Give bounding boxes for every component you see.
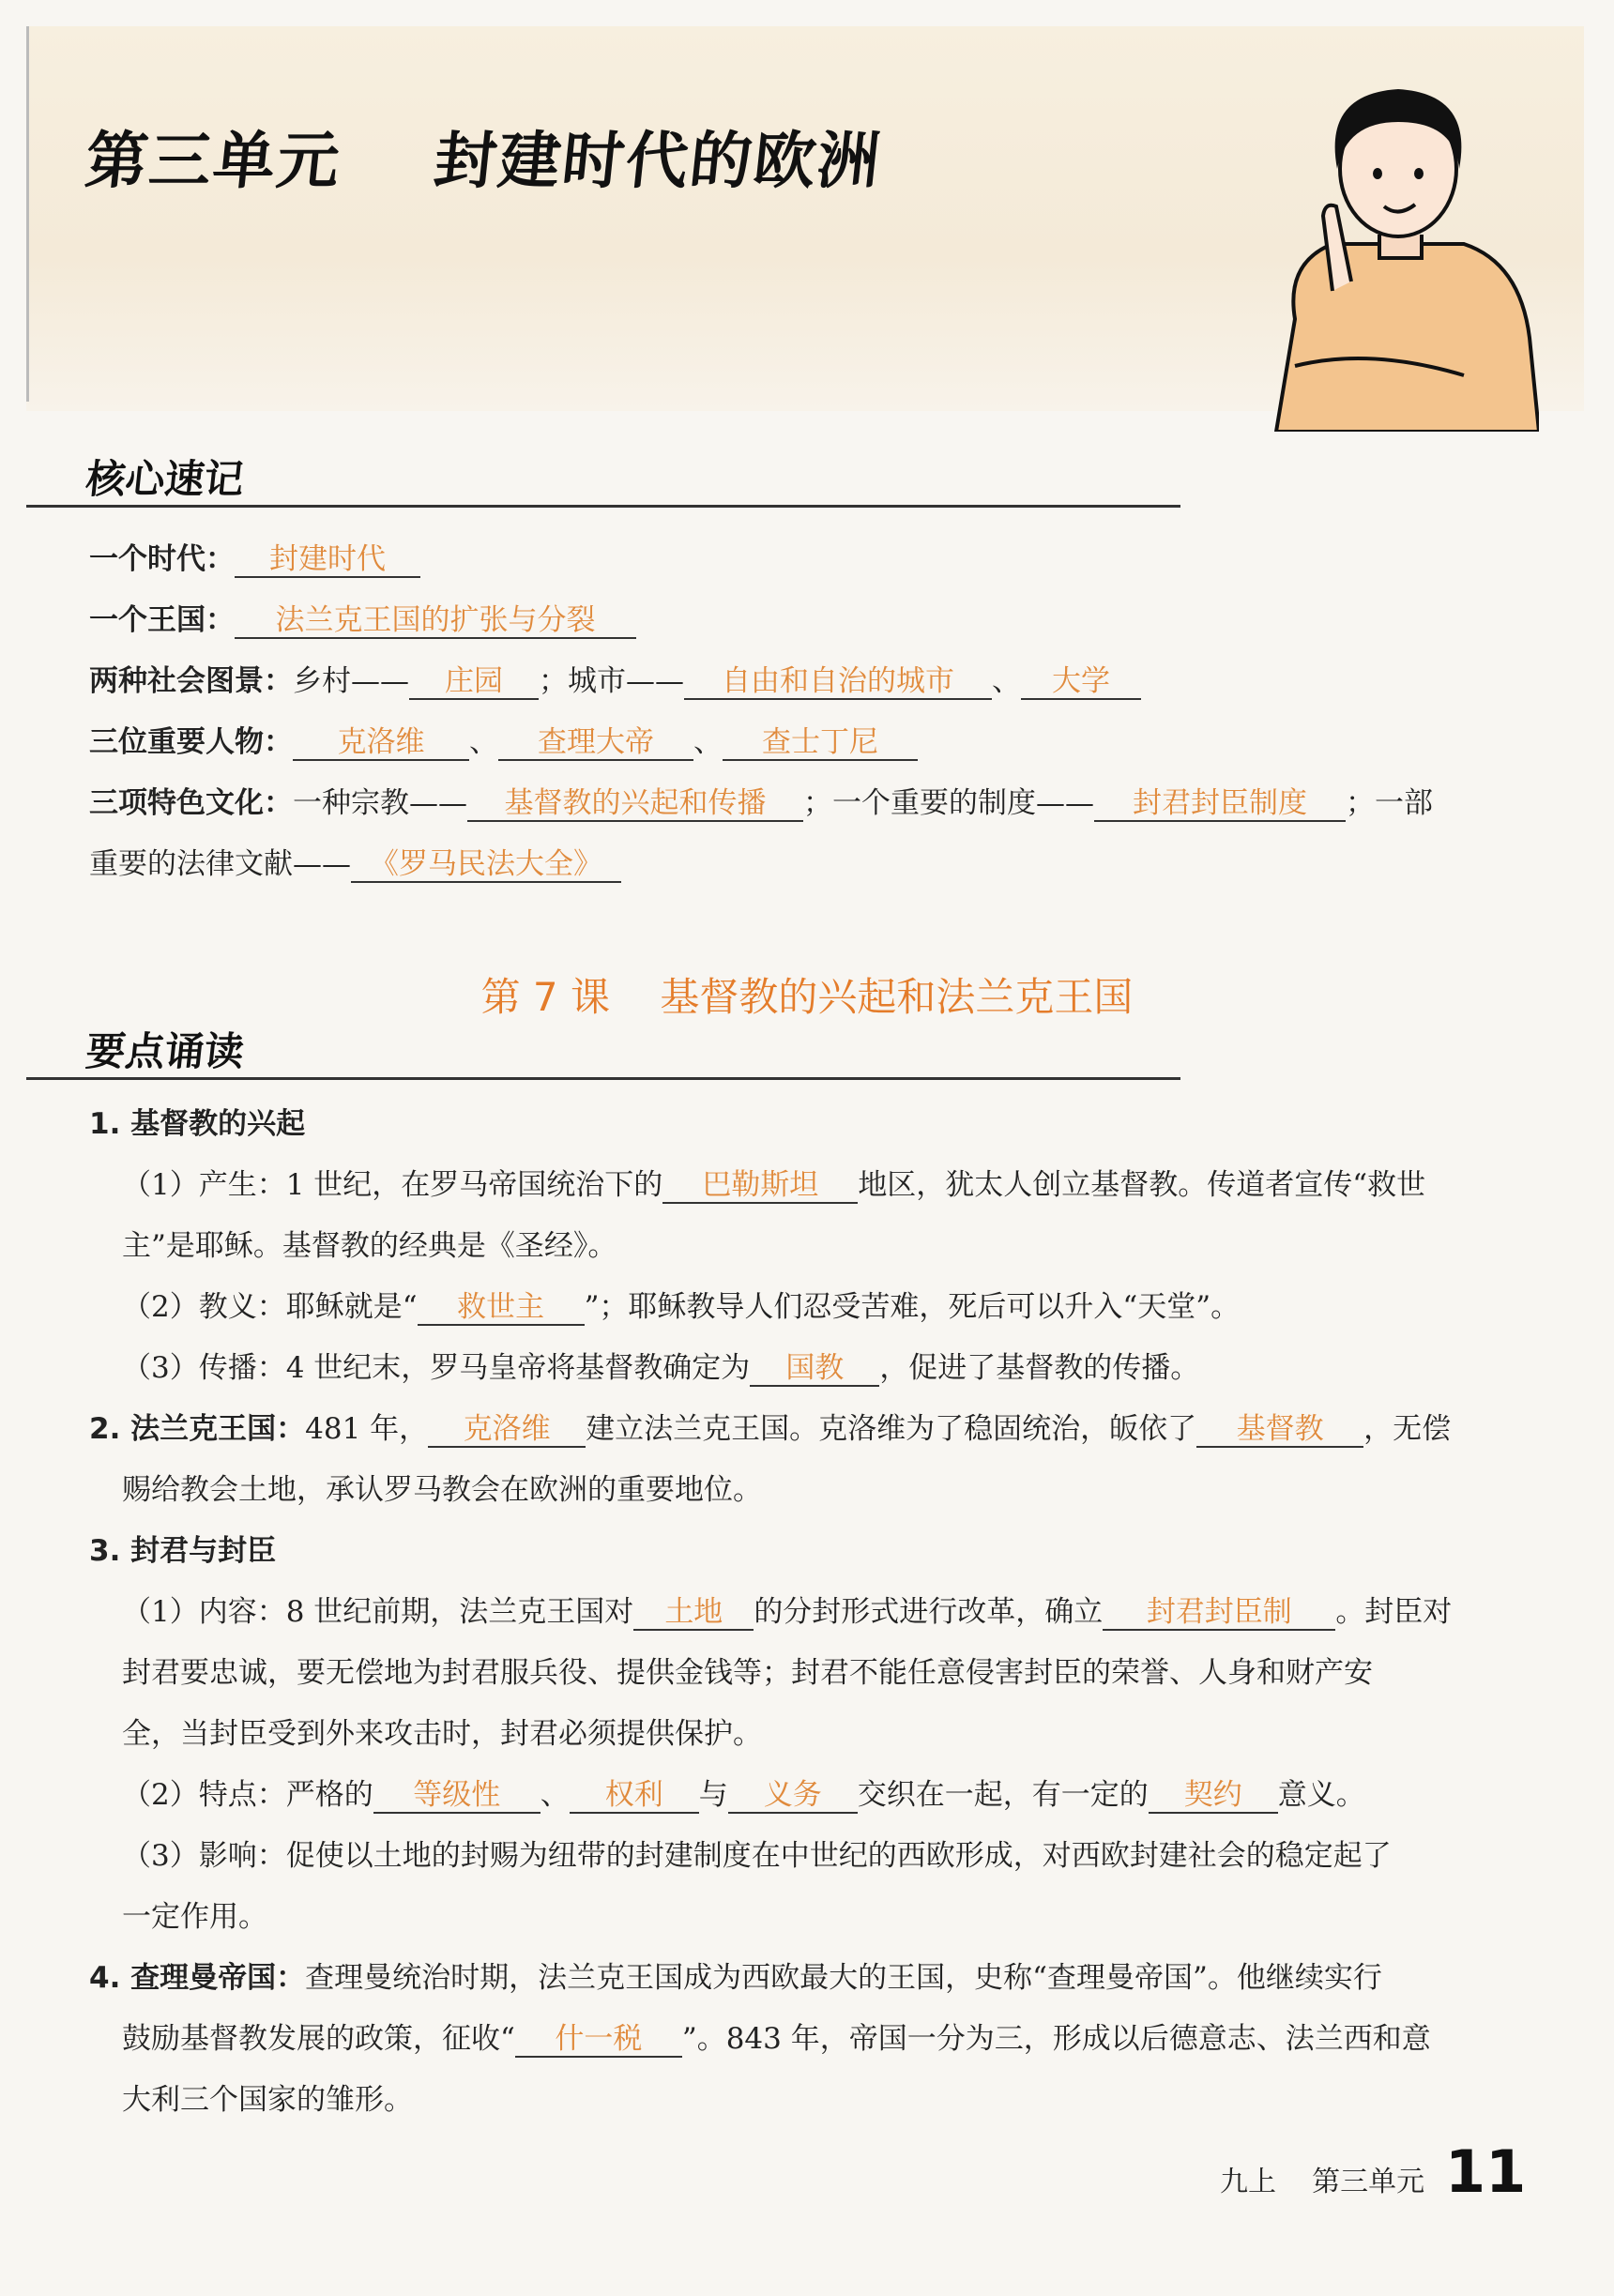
point-2-cont: 赐给教会土地，承认罗马教会在欧洲的重要地位。 xyxy=(122,1473,762,1507)
point-4: 4. 查理曼帝国：查理曼统治时期，法兰克王国成为西欧最大的王国，史称“查理曼帝国”。他继续实行 xyxy=(89,1961,1382,1995)
answer-blank: 义务 xyxy=(728,1778,858,1814)
point-1-title: 1. 基督教的兴起 xyxy=(89,1107,306,1141)
point-4-line2: 鼓励基督教发展的政策，征收“ 什一税 ”。843 年，帝国一分为三，形成以后德意志、法兰西和意 xyxy=(122,2022,1431,2056)
answer-blank: 法兰克王国的扩张与分裂 xyxy=(235,603,636,639)
point-4-cont: 大利三个国家的雏形。 xyxy=(122,2083,413,2117)
point-2: 2. 法兰克王国：481 年， 克洛维 建立法兰克王国。克洛维为了稳固统治，皈依了 基督教 ，无偿 xyxy=(89,1412,1452,1446)
answer-blank: 契约 xyxy=(1149,1778,1278,1814)
point-3-title: 3. 封君与封臣 xyxy=(89,1534,277,1568)
answer-blank: 封君封臣制 xyxy=(1103,1595,1335,1631)
teacher-pointing-illustration xyxy=(1257,56,1539,432)
unit-title: 第三单元 封建时代的欧洲 xyxy=(82,125,886,197)
core-law: 重要的法律文献—— 《罗马民法大全》 xyxy=(89,845,621,883)
lesson-title: 第 7 课 基督教的兴起和法兰克王国 xyxy=(480,974,1134,1020)
answer-blank: 克洛维 xyxy=(293,725,469,761)
page-number: 11 xyxy=(1445,2137,1527,2206)
answer-blank: 基督教 xyxy=(1196,1412,1363,1448)
section-core: 核心速记 xyxy=(84,456,247,502)
answer-blank: 封君封臣制度 xyxy=(1094,786,1346,822)
section-points-rule xyxy=(26,1077,1180,1080)
answer-blank: 什一税 xyxy=(515,2022,682,2058)
answer-blank: 庄园 xyxy=(409,664,539,700)
point-1a-cont: 主”是耶稣。基督教的经典是《圣经》。 xyxy=(122,1229,617,1263)
answer-blank: 查士丁尼 xyxy=(723,725,918,761)
point-3a-cont2: 全，当封臣受到外来攻击时，封君必须提供保护。 xyxy=(122,1717,762,1751)
core-era: 一个时代： 封建时代 xyxy=(89,540,420,578)
answer-blank: 《罗马民法大全》 xyxy=(351,847,621,883)
core-culture: 三项特色文化：一种宗教—— 基督教的兴起和传播 ；一个重要的制度—— 封君封臣制度 ；一部 xyxy=(89,786,1433,820)
point-3a-cont1: 封君要忠诚，要无偿地为封君服兵役、提供金钱等；封君不能任意侵害封臣的荣誉、人身和财产安 xyxy=(122,1656,1373,1690)
core-scenes: 两种社会图景：乡村—— 庄园 ；城市—— 自由和自治的城市 、 大学 xyxy=(89,662,1141,700)
answer-blank: 克洛维 xyxy=(428,1412,586,1448)
answer-blank: 国教 xyxy=(750,1351,879,1387)
banner-edge xyxy=(26,26,29,402)
answer-blank: 救世主 xyxy=(418,1290,585,1326)
answer-blank: 土地 xyxy=(633,1595,754,1631)
point-1a: （1）产生：1 世纪，在罗马帝国统治下的 巴勒斯坦 地区，犹太人创立基督教。传道者宣传“救世 xyxy=(122,1168,1426,1202)
core-kingdom: 一个王国： 法兰克王国的扩张与分裂 xyxy=(89,601,636,639)
point-1b: （2）教义：耶稣就是“ 救世主 ”；耶稣教导人们忍受苦难，死后可以升入“天堂”。 xyxy=(122,1290,1241,1324)
footer-label: 九上 第三单元 xyxy=(1220,2166,1425,2198)
point-3c: （3）影响：促使以土地的封赐为纽带的封建制度在中世纪的西欧形成，对西欧封建社会的稳定起了 xyxy=(122,1839,1392,1873)
section-core-rule xyxy=(26,505,1180,508)
answer-blank: 大学 xyxy=(1021,664,1141,700)
answer-blank: 巴勒斯坦 xyxy=(662,1168,858,1204)
section-points: 要点诵读 xyxy=(84,1028,247,1074)
answer-blank: 自由和自治的城市 xyxy=(684,664,992,700)
point-3b: （2）特点：严格的 等级性 、 权利 与 义务 交织在一起，有一定的 契约 意义。 xyxy=(122,1778,1365,1812)
answer-blank: 查理大帝 xyxy=(498,725,693,761)
answer-blank: 等级性 xyxy=(373,1778,541,1814)
core-people: 三位重要人物： 克洛维 、 查理大帝 、 查士丁尼 xyxy=(89,723,918,761)
answer-blank: 基督教的兴起和传播 xyxy=(467,786,803,822)
answer-blank: 封建时代 xyxy=(235,542,420,578)
answer-blank: 权利 xyxy=(570,1778,699,1814)
point-3c-cont: 一定作用。 xyxy=(122,1900,267,1934)
point-1c: （3）传播：4 世纪末，罗马皇帝将基督教确定为 国教 ，促进了基督教的传播。 xyxy=(122,1351,1200,1385)
point-3a: （1）内容：8 世纪前期，法兰克王国对 土地 的分封形式进行改革，确立 封君封臣制 。封臣对 xyxy=(122,1595,1453,1629)
